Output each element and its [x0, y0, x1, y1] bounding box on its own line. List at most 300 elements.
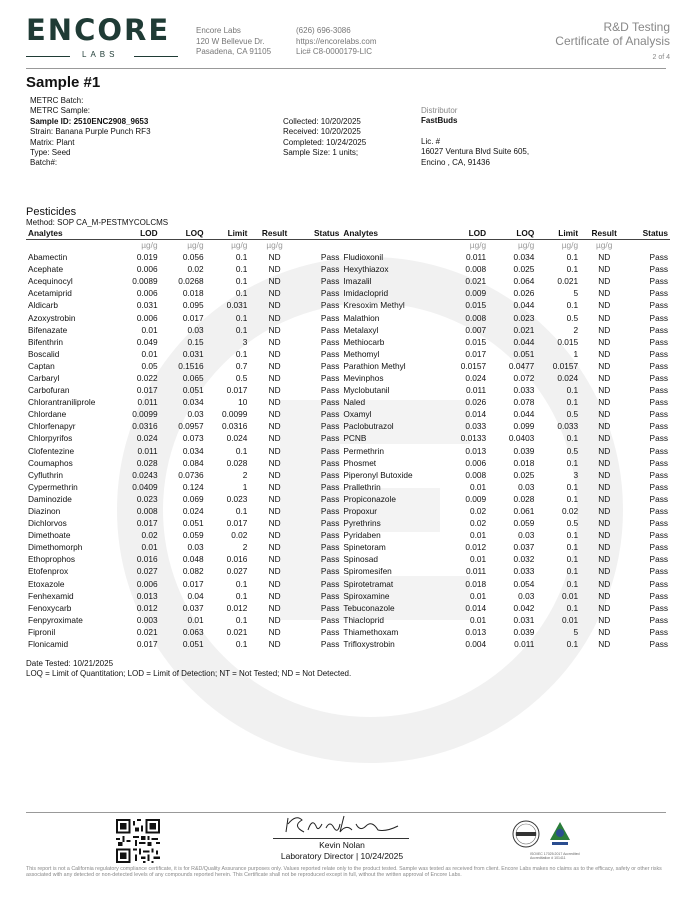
lod-value: 0.013 — [465, 445, 487, 456]
status-value: Pass — [320, 614, 340, 625]
limit-value: 0.1 — [566, 397, 579, 408]
lod-value: 0.01 — [469, 481, 487, 492]
analyte-name: Thiacloprid — [343, 614, 384, 625]
lod-value: 0.026 — [465, 397, 487, 408]
loq-value: 0.02 — [187, 264, 204, 275]
limit-value: 2 — [242, 469, 248, 480]
sample-id: Sample ID: 2510ENC2908_9653 — [30, 116, 149, 126]
analyte-name: Malathion — [343, 312, 380, 323]
lod-value: 0.0099 — [132, 409, 158, 420]
page-number: 2 of 4 — [652, 54, 670, 61]
loq-value: 0.03 — [518, 481, 535, 492]
column-header: Analytes — [341, 227, 440, 239]
lod-value: 0.024 — [136, 433, 158, 444]
unit-cell: µg/g — [469, 240, 487, 251]
logo-rule-right — [134, 56, 178, 57]
status-value: Pass — [649, 626, 668, 637]
analyte-name: Spinosad — [343, 554, 378, 565]
analyte-name: Acequinocyl — [28, 276, 73, 287]
loq-value: 0.064 — [513, 276, 535, 287]
loq-value: 0.056 — [182, 252, 204, 263]
table-row — [26, 445, 670, 457]
lod-value: 0.004 — [465, 639, 487, 650]
result-value: ND — [598, 397, 611, 408]
disclaimer-text: This report is not a California regulatory compliance certificate, it is for R&D/Quality Assurance purposes only. Values reported relate only to the product tested. Sample was tested as received from client. Encore Labs makes no claims as to the efficacy, safety or other risks associated with any detected or non-detected levels of any compounds reported herein. This Certificate shall not be reproduced except in full, without the written approval of Encore Labs. — [26, 866, 662, 879]
loq-value: 0.037 — [182, 602, 204, 613]
limit-value: 0.021 — [557, 276, 579, 287]
limit-value: 10 — [238, 397, 248, 408]
limit-value: 0.015 — [557, 336, 579, 347]
status-value: Pass — [649, 554, 668, 565]
lod-value: 0.01 — [469, 590, 487, 601]
unit-cell: µg/g — [187, 240, 204, 251]
result-value: ND — [598, 276, 611, 287]
limit-value: 3 — [242, 336, 248, 347]
status-value: Pass — [649, 566, 668, 577]
limit-value: 0.01 — [561, 590, 579, 601]
lod-value: 0.01 — [141, 542, 158, 553]
limit-value: 0.1 — [235, 348, 248, 359]
lod-value: 0.0133 — [460, 433, 487, 444]
distributor-name: FastBuds — [421, 116, 458, 126]
limit-value: 0.1 — [235, 276, 248, 287]
result-value: ND — [268, 481, 281, 492]
loq-value: 0.051 — [182, 639, 204, 650]
lod-value: 0.012 — [465, 542, 487, 553]
analyte-name: Spinetoram — [343, 542, 386, 553]
analyte-name: Naled — [343, 397, 366, 408]
report-header — [26, 14, 670, 66]
analyte-name: Pyrethrins — [343, 518, 381, 529]
lod-value: 0.0243 — [132, 469, 158, 480]
document-title — [555, 20, 670, 48]
status-value: Pass — [649, 493, 668, 504]
loq-value: 0.017 — [182, 578, 204, 589]
result-value: ND — [268, 336, 281, 347]
result-value: ND — [268, 252, 281, 263]
distributor-address-2: Encino , CA, 91436 — [421, 157, 490, 167]
lod-value: 0.014 — [465, 409, 487, 420]
table-row — [26, 384, 670, 396]
limit-value: 0.5 — [566, 518, 579, 529]
loq-value: 0.048 — [182, 554, 204, 565]
analyte-name: Dimethomorph — [28, 542, 83, 553]
status-value: Pass — [320, 554, 340, 565]
lod-value: 0.006 — [136, 578, 158, 589]
limit-value: 0.1 — [566, 578, 579, 589]
result-value: ND — [598, 566, 611, 577]
analyte-name: Dichlorvos — [28, 518, 67, 529]
limit-value: 0.1 — [235, 312, 248, 323]
status-value: Pass — [320, 409, 340, 420]
result-value: ND — [598, 469, 611, 480]
lod-value: 0.015 — [465, 336, 487, 347]
result-value: ND — [268, 276, 281, 287]
loq-value: 0.0477 — [508, 360, 535, 371]
lod-value: 0.022 — [136, 372, 158, 383]
analyte-name: Parathion Methyl — [343, 360, 406, 371]
analyte-name: Thiamethoxam — [343, 626, 399, 637]
lod-value: 0.009 — [465, 288, 487, 299]
status-value: Pass — [649, 481, 668, 492]
analyte-name: Permethrin — [343, 445, 384, 456]
table-row — [26, 602, 670, 614]
limit-value: 0.5 — [566, 445, 579, 456]
status-value: Pass — [320, 566, 340, 577]
lod-value: 0.01 — [469, 614, 487, 625]
loq-value: 0.03 — [187, 324, 204, 335]
limit-value: 0.1 — [566, 385, 579, 396]
analyte-name: Imazalil — [343, 276, 372, 287]
result-value: ND — [268, 626, 281, 637]
analyte-name: Propoxur — [343, 506, 378, 517]
loq-value: 0.0736 — [178, 469, 204, 480]
column-header: Limit — [206, 227, 250, 239]
distributor-info — [421, 106, 529, 168]
analyte-name: Cypermethrin — [28, 481, 78, 492]
table-header-row — [26, 227, 670, 239]
status-value: Pass — [320, 626, 340, 637]
doc-title-line-2: Certificate of Analysis — [555, 34, 670, 48]
loq-value: 0.039 — [513, 626, 535, 637]
status-value: Pass — [649, 288, 668, 299]
limit-value: 0.024 — [557, 372, 579, 383]
logo-rule-left — [26, 56, 70, 57]
status-value: Pass — [649, 590, 668, 601]
qr-code-icon[interactable] — [116, 819, 160, 863]
lod-value: 0.0316 — [132, 421, 158, 432]
lod-value: 0.02 — [469, 518, 487, 529]
result-value: ND — [268, 602, 281, 613]
limit-value: 0.1 — [235, 590, 248, 601]
table-row — [26, 311, 670, 323]
limit-value: 5 — [573, 626, 579, 637]
result-value: ND — [598, 518, 611, 529]
loq-value: 0.021 — [513, 324, 535, 335]
analyte-name: Fenhexamid — [28, 590, 74, 601]
table-row — [26, 287, 670, 299]
lod-value: 0.011 — [465, 566, 487, 577]
loq-value: 0.054 — [513, 578, 535, 589]
loq-value: 0.024 — [182, 506, 204, 517]
result-value: ND — [268, 348, 281, 359]
column-header: Status — [300, 227, 342, 239]
lab-contact — [296, 26, 376, 58]
table-row — [26, 275, 670, 287]
loq-value: 0.025 — [513, 264, 535, 275]
lod-value: 0.0089 — [132, 276, 158, 287]
result-value: ND — [598, 433, 611, 444]
result-value: ND — [268, 566, 281, 577]
loq-value: 0.018 — [513, 457, 535, 468]
status-value: Pass — [649, 469, 668, 480]
table-row — [26, 517, 670, 529]
result-value: ND — [268, 300, 281, 311]
limit-value: 0.024 — [226, 433, 248, 444]
result-value: ND — [268, 457, 281, 468]
table-row — [26, 396, 670, 408]
limit-value: 0.033 — [557, 421, 579, 432]
limit-value: 0.1 — [235, 578, 248, 589]
status-value: Pass — [320, 288, 340, 299]
loq-value: 0.051 — [513, 348, 535, 359]
test-method: Method: SOP CA_M-PESTMYCOLCMS — [26, 218, 169, 227]
limit-value: 0.1 — [566, 530, 579, 541]
column-header: Result — [249, 227, 299, 239]
analyte-name: Hexythiazox — [343, 264, 389, 275]
result-value: ND — [268, 421, 281, 432]
analyte-name: Myclobutanil — [343, 385, 390, 396]
loq-value: 0.051 — [182, 518, 204, 529]
analyte-name: Daminozide — [28, 493, 72, 504]
lab-website-link[interactable]: https://encorelabs.com — [296, 36, 377, 46]
limit-value: 0.021 — [226, 626, 248, 637]
analyte-name: Tebuconazole — [343, 602, 395, 613]
loq-value: 0.042 — [513, 602, 535, 613]
result-value: ND — [268, 385, 281, 396]
status-value: Pass — [320, 590, 340, 601]
lod-value: 0.05 — [141, 360, 158, 371]
limit-value: 0.1 — [566, 252, 579, 263]
result-value: ND — [598, 626, 611, 637]
matrix: Matrix: Plant — [30, 137, 75, 147]
result-value: ND — [268, 288, 281, 299]
limit-value: 0.0316 — [222, 421, 248, 432]
result-value: ND — [598, 288, 611, 299]
analyte-name: Chlorpyrifos — [28, 433, 73, 444]
status-value: Pass — [320, 348, 340, 359]
loq-value: 0.082 — [182, 566, 204, 577]
loq-value: 0.031 — [182, 348, 204, 359]
status-value: Pass — [320, 360, 340, 371]
limit-value: 0.017 — [226, 518, 248, 529]
distributor-license: Lic. # — [421, 136, 441, 146]
status-value: Pass — [649, 457, 668, 468]
loq-value: 0.018 — [182, 288, 204, 299]
table-row — [26, 251, 670, 263]
loq-value: 0.061 — [513, 506, 535, 517]
loq-value: 0.03 — [187, 542, 204, 553]
status-value: Pass — [320, 372, 340, 383]
loq-value: 0.033 — [513, 385, 535, 396]
analyte-name: Metalaxyl — [343, 324, 379, 335]
status-value: Pass — [320, 300, 340, 311]
lod-value: 0.031 — [136, 300, 158, 311]
limit-value: 0.5 — [235, 372, 248, 383]
status-value: Pass — [320, 578, 340, 589]
status-value: Pass — [649, 264, 668, 275]
status-value: Pass — [649, 300, 668, 311]
limit-value: 0.1 — [235, 639, 248, 650]
loq-value: 0.095 — [182, 300, 204, 311]
limit-value: 2 — [242, 542, 248, 553]
lab-phone: (626) 696-3086 — [296, 26, 351, 35]
lod-value: 0.017 — [136, 385, 158, 396]
limit-value: 0.1 — [566, 264, 579, 275]
limit-value: 0.5 — [566, 312, 579, 323]
section-title: Pesticides — [26, 206, 77, 218]
loq-value: 0.034 — [513, 252, 535, 263]
loq-value: 0.039 — [513, 445, 535, 456]
result-value: ND — [598, 372, 611, 383]
lod-value: 0.018 — [465, 578, 487, 589]
batch-number: Batch#: — [30, 158, 58, 168]
unit-cell: µg/g — [561, 240, 579, 251]
loq-value: 0.03 — [518, 530, 535, 541]
analyte-name: Captan — [28, 360, 55, 371]
status-value: Pass — [320, 252, 340, 263]
status-value: Pass — [649, 276, 668, 287]
loq-value: 0.059 — [182, 530, 204, 541]
accreditation-caption: ISO/IEC 17025:2017 Accredited Accreditation # 101411 — [530, 852, 580, 860]
loq-value: 0.063 — [182, 626, 204, 637]
analyte-name: Etofenprox — [28, 566, 69, 577]
analyte-name: Bifenthrin — [28, 336, 64, 347]
unit-cell — [300, 239, 342, 251]
result-value: ND — [268, 360, 281, 371]
loq-value: 0.069 — [182, 493, 204, 504]
limit-value: 0.1 — [566, 639, 579, 650]
lod-value: 0.008 — [465, 312, 487, 323]
lod-value: 0.02 — [469, 506, 487, 517]
analyte-name: Fenoxycarb — [28, 602, 72, 613]
limit-value: 0.1 — [566, 493, 579, 504]
status-value: Pass — [320, 542, 340, 553]
lod-value: 0.027 — [136, 566, 158, 577]
limit-value: 0.028 — [226, 457, 248, 468]
status-value: Pass — [649, 324, 668, 335]
units-row — [26, 239, 670, 251]
result-value: ND — [268, 614, 281, 625]
lod-value: 0.017 — [136, 518, 158, 529]
result-value: ND — [598, 300, 611, 311]
limit-value: 0.02 — [561, 506, 579, 517]
lab-city: Pasadena, CA 91105 — [196, 47, 272, 56]
loq-value: 0.026 — [513, 288, 535, 299]
analyte-name: Fludioxonil — [343, 252, 384, 263]
analyte-name: Acephate — [28, 264, 64, 275]
table-row — [26, 481, 670, 493]
status-value: Pass — [649, 336, 668, 347]
loq-value: 0.034 — [182, 397, 204, 408]
limit-value: 0.023 — [226, 493, 248, 504]
analyte-name: Oxamyl — [343, 409, 372, 420]
unit-cell — [628, 239, 670, 251]
loq-value: 0.01 — [187, 614, 204, 625]
table-row — [26, 348, 670, 360]
received-date: Received: 10/20/2025 — [283, 127, 361, 137]
column-header: Result — [580, 227, 628, 239]
status-value: Pass — [649, 530, 668, 541]
pesticide-results-table — [26, 227, 670, 650]
lod-value: 0.003 — [136, 614, 158, 625]
status-value: Pass — [649, 312, 668, 323]
loq-value: 0.037 — [513, 542, 535, 553]
loq-value: 0.084 — [182, 457, 204, 468]
table-row — [26, 626, 670, 638]
lab-street: 120 W Bellevue Dr. — [196, 36, 265, 46]
analyte-name: Kresoxim Methyl — [343, 300, 405, 311]
result-value: ND — [598, 530, 611, 541]
limit-value: 0.1 — [235, 252, 248, 263]
status-value: Pass — [320, 602, 340, 613]
result-value: ND — [598, 493, 611, 504]
lod-value: 0.011 — [465, 385, 487, 396]
analyte-name: Chlorfenapyr — [28, 421, 76, 432]
status-value: Pass — [320, 457, 340, 468]
analyte-name: Prallethrin — [343, 481, 381, 492]
status-value: Pass — [649, 252, 668, 263]
status-value: Pass — [649, 433, 668, 444]
result-value: ND — [598, 312, 611, 323]
lab-name: Encore Labs — [196, 26, 241, 35]
limit-value: 0.1 — [566, 457, 579, 468]
limit-value: 0.1 — [566, 602, 579, 613]
table-row — [26, 372, 670, 384]
column-header: Analytes — [26, 227, 116, 239]
table-row — [26, 578, 670, 590]
status-value: Pass — [649, 397, 668, 408]
analyte-name: Cyfluthrin — [28, 469, 64, 480]
header-divider — [26, 68, 666, 69]
distributor-label: Distributor — [421, 106, 458, 115]
analyte-name: Chlorantraniliprole — [28, 397, 96, 408]
result-value: ND — [598, 457, 611, 468]
result-value: ND — [598, 421, 611, 432]
strain: Strain: Banana Purple Punch RF3 — [30, 127, 151, 137]
status-value: Pass — [649, 578, 668, 589]
status-value: Pass — [320, 639, 340, 650]
analyte-name: Abamectin — [28, 252, 68, 263]
lod-value: 0.009 — [465, 493, 487, 504]
metrc-batch: METRC Batch: — [30, 96, 84, 105]
loq-value: 0.03 — [518, 590, 535, 601]
loq-value: 0.059 — [513, 518, 535, 529]
status-value: Pass — [320, 469, 340, 480]
limit-value: 0.1 — [235, 614, 248, 625]
lod-value: 0.006 — [465, 457, 487, 468]
lod-value: 0.012 — [136, 602, 158, 613]
loq-value: 0.032 — [513, 554, 535, 565]
status-value: Pass — [649, 639, 668, 650]
result-value: ND — [598, 252, 611, 263]
result-value: ND — [268, 445, 281, 456]
limit-value: 0.1 — [235, 445, 248, 456]
status-value: Pass — [649, 506, 668, 517]
analyte-name: Methiocarb — [343, 336, 385, 347]
limit-value: 0.7 — [235, 360, 248, 371]
lod-value: 0.021 — [136, 626, 158, 637]
limit-value: 0.031 — [226, 300, 248, 311]
limit-value: 3 — [573, 469, 579, 480]
logo-wordmark: ENCORE — [26, 13, 171, 47]
status-value: Pass — [320, 530, 340, 541]
lod-value: 0.011 — [137, 397, 158, 408]
result-value: ND — [598, 542, 611, 553]
completed-date: Completed: 10/24/2025 — [283, 137, 367, 147]
loq-value: 0.078 — [513, 397, 535, 408]
analyte-name: Clofentezine — [28, 445, 75, 456]
result-value: ND — [268, 372, 281, 383]
result-value: ND — [598, 506, 611, 517]
unit-cell: µg/g — [596, 240, 613, 251]
table-row — [26, 553, 670, 565]
sample-type: Type: Seed — [30, 148, 71, 158]
lab-license: Lic# C8-0000179-LIC — [296, 47, 373, 56]
lod-value: 0.0157 — [460, 360, 487, 371]
result-value: ND — [598, 324, 611, 335]
result-value: ND — [598, 385, 611, 396]
